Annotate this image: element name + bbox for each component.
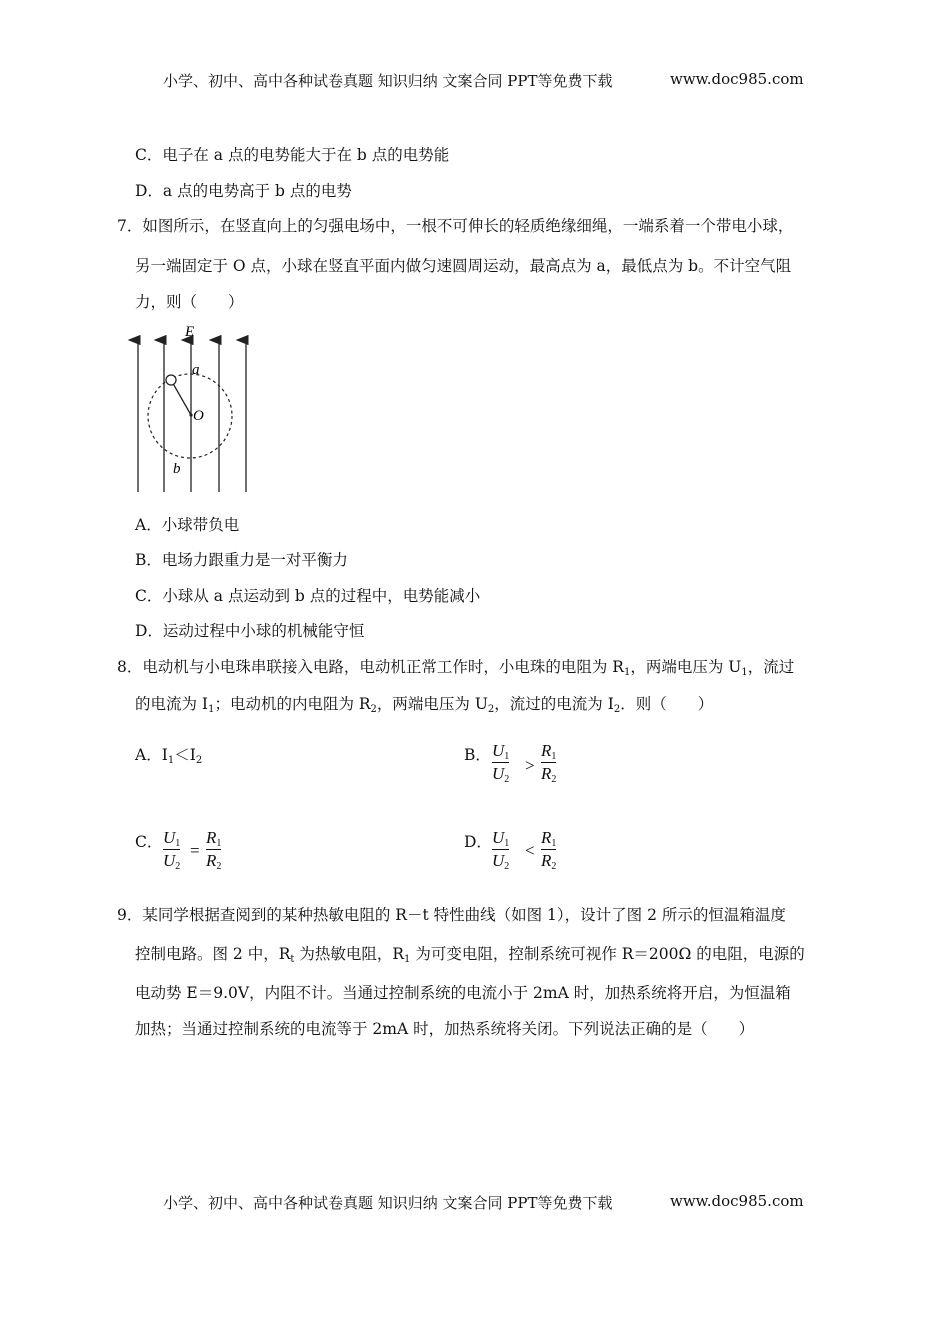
q8-option-a: A．$I_1<I_2$ <box>135 746 203 766</box>
q8-option-b-label: B． <box>464 746 491 764</box>
q7-option-d: D．运动过程中小球的机械能守恒 <box>135 622 365 640</box>
header-url[interactable]: www.doc985.com <box>670 70 804 88</box>
label-b: b <box>173 461 181 477</box>
q6-option-d: D．a 点的电势高于 b 点的电势 <box>135 182 352 200</box>
string <box>171 380 191 415</box>
q9-stem-line3: 电动势 E＝9.0V，内阻不计。当通过控制系统的电流小于 2mA 时，加热系统将开启，为恒温箱 <box>135 984 791 1002</box>
q8-option-b-left-fraction: $U_1$ $U_2$ <box>492 741 510 785</box>
q7-option-c: C．小球从 a 点运动到 b 点的过程中，电势能减小 <box>135 587 481 605</box>
q8-stem-line2: 的电流为 $I_1$；电动机的内电阻为 $R_2$，两端电压为 $U_2$，流过的电流为 $I_2$．则（ ） <box>135 695 714 715</box>
q8-option-d-relation: < <box>525 841 535 860</box>
q9-stem-line1: 9．某同学根据查阅到的某种热敏电阻的 R－t 特性曲线（如图 1），设计了图 2 所示的恒温箱温度 <box>117 906 786 924</box>
header-text: 小学、初中、高中各种试卷真题 知识归纳 文案合同 PPT等免费下载 <box>163 72 613 90</box>
q8-option-c-label: C． <box>135 833 163 851</box>
q8-option-d-right-fraction: $R_1$ $R_2$ <box>541 828 557 872</box>
q7-stem-line1: 7．如图所示，在竖直向上的匀强电场中，一根不可伸长的轻质绝缘细绳，一端系着一个带电小球， <box>117 217 794 235</box>
q8-option-b-relation: > <box>525 756 535 775</box>
label-a: a <box>192 362 200 378</box>
q9-stem-line2: 控制电路。图 2 中，$R_t$ 为热敏电阻，$R_1$ 为可变电阻，控制系统可视作 R＝200Ω 的电阻，电源的 <box>135 945 805 965</box>
q7-option-a: A．小球带负电 <box>135 516 240 534</box>
q7-stem-line2: 另一端固定于 O 点，小球在竖直平面内做匀速圆周运动，最高点为 a，最低点为 b。不计空气阻 <box>135 257 792 275</box>
q8-option-d-left-fraction: $U_1$ $U_2$ <box>492 828 510 872</box>
q7-stem-line3: 力，则（ ） <box>135 293 244 311</box>
q8-option-c-left-fraction: $U_1$ $U_2$ <box>163 828 181 872</box>
q8-option-b-right-fraction: $R_1$ $R_2$ <box>541 741 557 785</box>
q7-option-b: B．电场力跟重力是一对平衡力 <box>135 551 348 569</box>
ball <box>166 375 176 385</box>
footer-text: 小学、初中、高中各种试卷真题 知识归纳 文案合同 PPT等免费下载 <box>163 1194 613 1212</box>
q8-option-c-relation: = <box>190 841 200 860</box>
q8-stem-line1: 8．电动机与小电珠串联接入电路，电动机正常工作时，小电珠的电阻为 $R_1$，两端电压为 $U_1$，流过 <box>117 658 795 678</box>
label-E: E <box>185 324 195 340</box>
q9-stem-line4: 加热；当通过控制系统的电流等于 2mA 时，加热系统将关闭。下列说法正确的是（ ） <box>135 1020 755 1038</box>
q6-option-c: C．电子在 a 点的电势能大于在 b 点的电势能 <box>135 146 450 164</box>
label-O: O <box>193 408 204 424</box>
q8-option-d-label: D． <box>464 833 492 851</box>
q7-field-figure <box>125 320 255 495</box>
footer-url[interactable]: www.doc985.com <box>670 1192 804 1210</box>
q8-option-c-right-fraction: $R_1$ $R_2$ <box>206 828 222 872</box>
